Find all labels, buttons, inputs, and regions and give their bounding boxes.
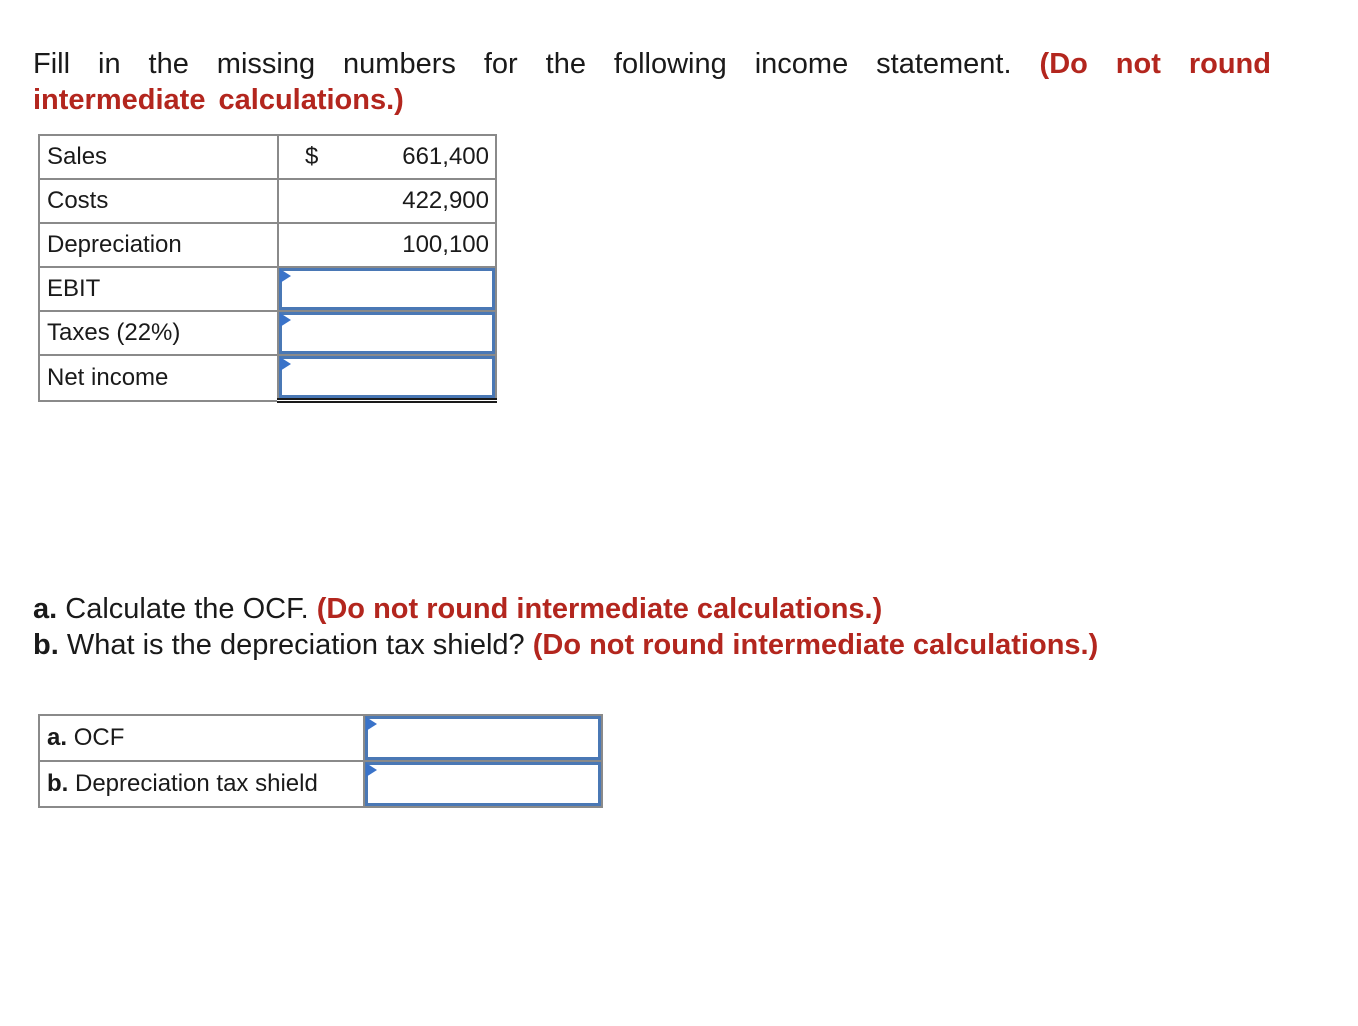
instructions-text: Fill in the missing numbers for the following income statement. [33,48,1012,80]
table-row [39,223,496,267]
question-a-text: Calculate the OCF. [65,593,309,625]
sales-amount-cell [278,135,496,179]
table-row [39,267,496,311]
table-row [39,355,496,401]
row-label-taxes: Taxes (22%) [39,311,278,355]
question-a-prefix: a. [33,593,58,625]
row-label-net-income: Net income [39,355,278,401]
depreciation-amount-cell [278,223,496,267]
sales-value: 661,400 [402,143,489,170]
ocf-input[interactable] [365,716,601,760]
table-row [39,311,496,355]
currency-symbol: $ [305,143,319,170]
depreciation-value: 100,100 [402,231,489,258]
answer-label-tax-shield [39,761,364,807]
questions-block [33,591,1098,663]
question-b-text: What is the depreciation tax shield? [66,629,525,661]
question-b-prefix: b. [33,629,59,661]
tax-shield-input-cell [364,761,602,807]
question-b-note: (Do not round intermediate calculations.) [532,629,1099,661]
answer-b-prefix: b. [47,770,69,797]
ebit-input-cell [278,267,496,311]
depreciation-tax-shield-input[interactable] [365,762,601,806]
ocf-input-cell [364,715,602,761]
answers-table [38,714,603,808]
row-label-ebit: EBIT [39,267,278,311]
question-b [33,627,1098,663]
table-row [39,179,496,223]
costs-amount-cell [278,179,496,223]
costs-value: 422,900 [402,187,489,214]
table-row [39,761,602,807]
taxes-input-cell [278,311,496,355]
question-a [33,591,1098,627]
answer-a-prefix: a. [47,724,68,751]
income-statement-table [38,134,497,403]
taxes-input[interactable] [279,312,495,354]
answer-b-label: Depreciation tax shield [75,770,318,797]
instructions-paragraph [33,46,1271,118]
net-income-input-cell [278,355,496,401]
answer-label-ocf [39,715,364,761]
answer-a-label: OCF [73,724,125,751]
net-income-input[interactable] [279,356,495,398]
row-label-costs: Costs [39,179,278,223]
row-label-sales: Sales [39,135,278,179]
row-label-depreciation: Depreciation [39,223,278,267]
question-a-note: (Do not round intermediate calculations.) [316,593,883,625]
table-row [39,135,496,179]
ebit-input[interactable] [279,268,495,310]
table-row [39,715,602,761]
instructions-note: (Do not round intermediate calculations.) [33,48,1271,116]
